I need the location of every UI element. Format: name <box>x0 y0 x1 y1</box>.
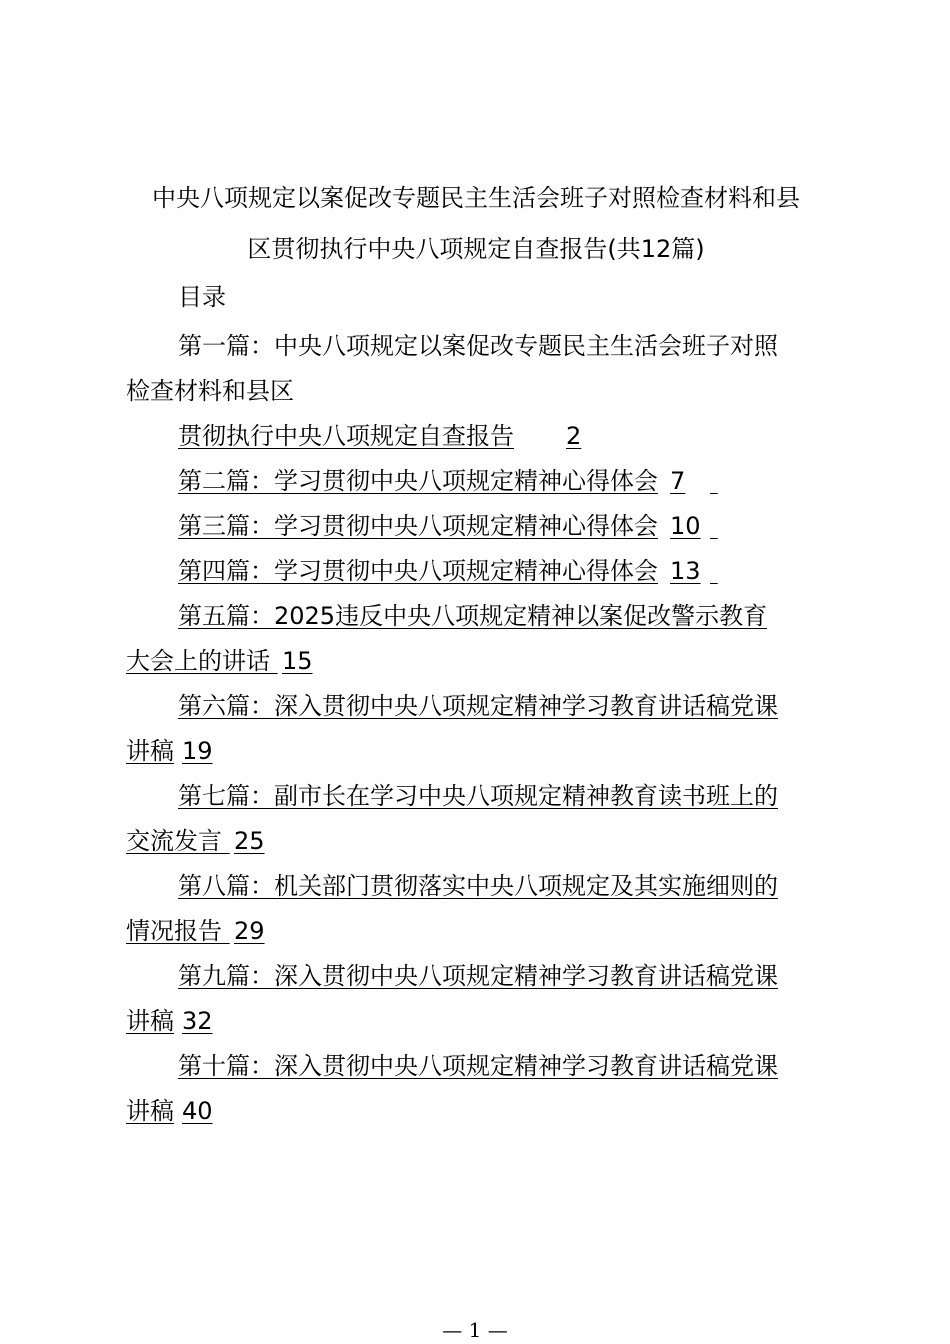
toc-entry-7-line-2[interactable] <box>126 819 826 864</box>
toc-entry-8-title-cont[interactable]: 情况报告 <box>126 917 222 945</box>
toc-entry-1-line-3[interactable]: 贯彻执行中央八项规定自查报告 <box>178 422 514 450</box>
toc-entry-3-title[interactable]: 第三篇：学习贯彻中央八项规定精神心得体会 <box>178 512 658 540</box>
toc-entry-8-line-2[interactable] <box>126 909 826 954</box>
toc-entry-2-link[interactable] <box>126 459 826 504</box>
toc-entry-6[interactable] <box>126 684 826 774</box>
toc-entry-10-title-cont[interactable]: 讲稿 <box>126 1097 174 1125</box>
toc-heading: 目录 <box>178 283 226 311</box>
toc-entry-8-title[interactable]: 第八篇：机关部门贯彻落实中央八项规定及其实施细则的 <box>178 872 778 900</box>
toc-entry-6-title-cont[interactable]: 讲稿 <box>126 737 174 765</box>
toc-entry-10-title[interactable]: 第十篇：深入贯彻中央八项规定精神学习教育讲话稿党课 <box>178 1052 778 1080</box>
toc-entry-10[interactable] <box>126 1044 826 1134</box>
toc-entry-2-title[interactable]: 第二篇：学习贯彻中央八项规定精神心得体会 <box>178 467 658 495</box>
toc-entry-2[interactable] <box>126 459 826 504</box>
toc-entry-5-line-1[interactable] <box>126 594 826 639</box>
toc-entry-5-title[interactable]: 第五篇：2025违反中央八项规定精神以案促改警示教育 <box>178 602 768 630</box>
toc-entry-3[interactable] <box>126 504 826 549</box>
toc-entry-1-page[interactable]: 2 <box>566 422 582 450</box>
document-title-line-2: 区贯彻执行中央八项规定自查报告(共12篇) <box>247 235 705 263</box>
toc-entry-9-page[interactable]: 32 <box>182 1007 213 1035</box>
toc-entry-9[interactable] <box>126 954 826 1044</box>
toc-entry-10-line-2[interactable] <box>126 1089 826 1134</box>
toc-entry-1[interactable] <box>126 324 826 459</box>
toc-entry-7-title-cont[interactable]: 交流发言 <box>126 827 222 855</box>
toc-entry-6-title[interactable]: 第六篇：深入贯彻中央八项规定精神学习教育讲话稿党课 <box>178 692 778 720</box>
toc-entry-1-link[interactable] <box>126 414 826 459</box>
document-title-line-1: 中央八项规定以案促改专题民主生活会班子对照检查材料和县 <box>152 184 800 212</box>
toc-entry-6-page[interactable]: 19 <box>182 737 213 765</box>
toc-entry-5-title-cont[interactable]: 大会上的讲话 <box>126 647 270 675</box>
toc-entry-7-title[interactable]: 第七篇：副市长在学习中央八项规定精神教育读书班上的 <box>178 782 778 810</box>
page-number-footer: — 1 — <box>442 1318 508 1342</box>
toc-entry-4-title[interactable]: 第四篇：学习贯彻中央八项规定精神心得体会 <box>178 557 658 585</box>
toc-entry-9-line-2[interactable] <box>126 999 826 1044</box>
toc-entry-8-page[interactable]: 29 <box>234 917 265 945</box>
toc-entry-8[interactable] <box>126 864 826 954</box>
toc-entry-6-line-1[interactable] <box>126 684 826 729</box>
toc-entry-7-line-1[interactable] <box>126 774 826 819</box>
toc-entry-4-link[interactable] <box>126 549 826 594</box>
toc-entry-1-line-1: 第一篇：中央八项规定以案促改专题民主生活会班子对照 <box>178 332 778 360</box>
toc-entry-9-line-1[interactable] <box>126 954 826 999</box>
toc-entry-7[interactable] <box>126 774 826 864</box>
toc-entry-5-line-2[interactable] <box>126 639 826 684</box>
toc-entry-3-link[interactable] <box>126 504 826 549</box>
toc-entry-10-page[interactable]: 40 <box>182 1097 213 1125</box>
toc-entry-9-title-cont[interactable]: 讲稿 <box>126 1007 174 1035</box>
toc-entry-3-page[interactable]: 10 <box>670 512 701 540</box>
toc-entry-5-page[interactable]: 15 <box>282 647 313 675</box>
toc-entry-2-page[interactable]: 7 <box>670 467 686 495</box>
table-of-contents <box>126 324 826 1134</box>
toc-entry-8-line-1[interactable] <box>126 864 826 909</box>
toc-entry-10-line-1[interactable] <box>126 1044 826 1089</box>
toc-entry-9-title[interactable]: 第九篇：深入贯彻中央八项规定精神学习教育讲话稿党课 <box>178 962 778 990</box>
toc-entry-1-leader <box>514 414 566 459</box>
toc-entry-5[interactable] <box>126 594 826 684</box>
toc-entry-1-line-2: 检查材料和县区 <box>126 377 294 405</box>
toc-entry-4[interactable] <box>126 549 826 594</box>
toc-entry-4-page[interactable]: 13 <box>670 557 701 585</box>
toc-entry-6-line-2[interactable] <box>126 729 826 774</box>
toc-entry-7-page[interactable]: 25 <box>234 827 265 855</box>
